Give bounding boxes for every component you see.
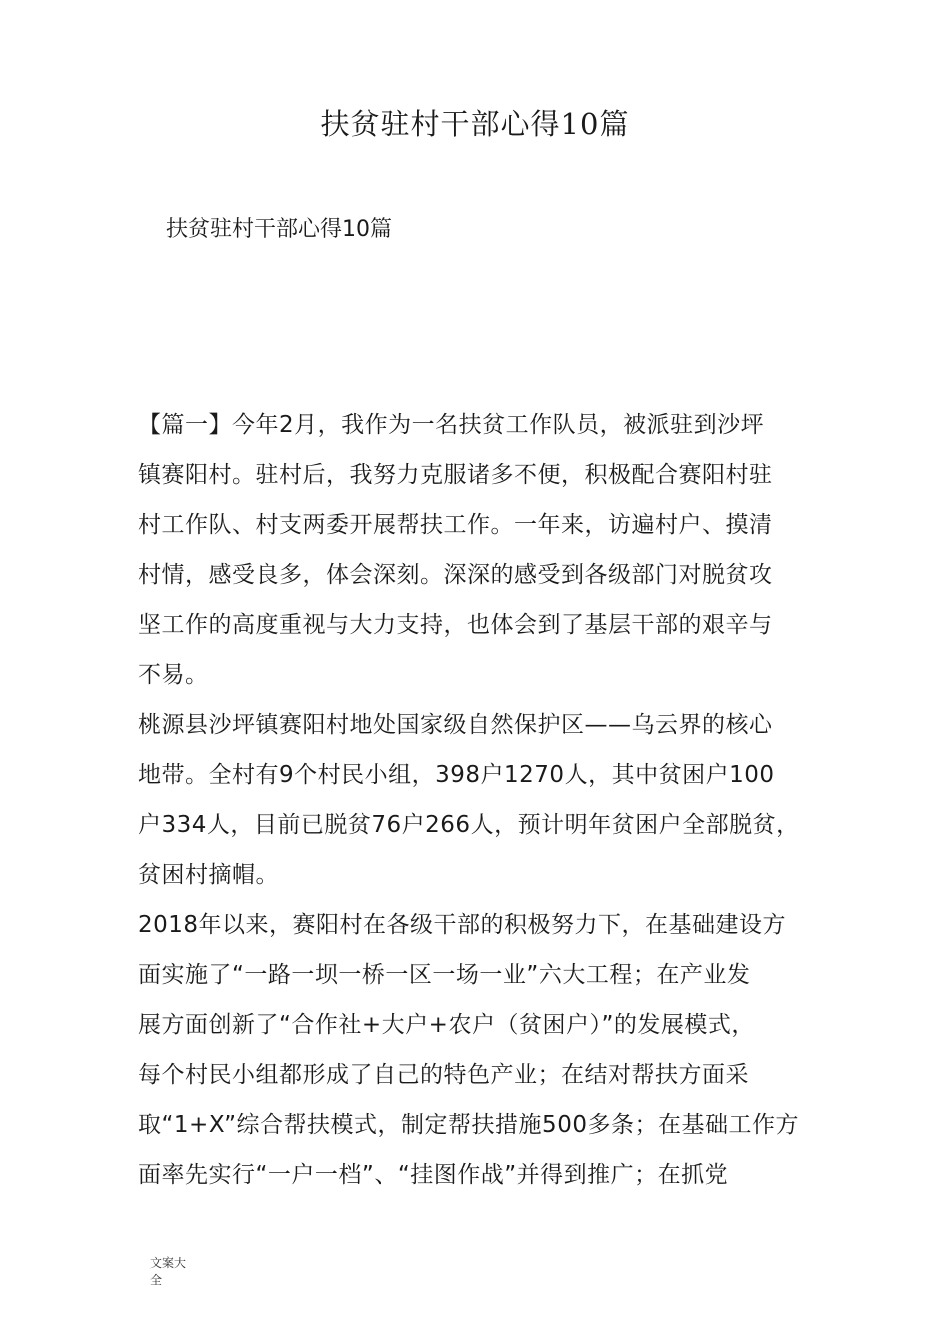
text-line: 户334人，目前已脱贫76户266人，预计明年贫困户全部脱贫， <box>138 812 800 838</box>
text-line: 坚工作的高度重视与大力支持，也体会到了基层干部的艰辛与 <box>138 612 773 638</box>
footer-label: 文案大全 <box>150 1256 187 1287</box>
text-line: 贫困村摘帽。 <box>138 862 279 888</box>
text-line: 桃源县沙坪镇赛阳村地处国家级自然保护区——乌云界的核心 <box>138 712 773 738</box>
text-line: 展方面创新了“合作社+大户+农户（贫困户）”的发展模式， <box>138 1012 755 1038</box>
paragraph-1 <box>138 400 818 700</box>
document-title: 扶贫驻村干部心得10篇 <box>320 107 630 141</box>
text-line: 取“1+X”综合帮扶模式，制定帮扶措施500多条；在基础工作方 <box>138 1112 799 1138</box>
text-line: 面率先实行“一户一档”、“挂图作战”并得到推广；在抓党 <box>138 1162 729 1188</box>
document-subtitle: 扶贫驻村干部心得10篇 <box>166 217 392 242</box>
text-line: 不易。 <box>138 662 209 688</box>
document-body <box>138 400 818 1200</box>
text-line: 村情，感受良多，体会深刻。深深的感受到各级部门对脱贫攻 <box>138 562 773 588</box>
text-line: 村工作队、村支两委开展帮扶工作。一年来，访遍村户、摸清 <box>138 512 773 538</box>
text-line: 地带。全村有9个村民小组，398户1270人，其中贫困户100 <box>138 762 775 788</box>
text-line: 2018年以来，赛阳村在各级干部的积极努力下，在基础建设方 <box>138 912 787 938</box>
text-line: 每个村民小组都形成了自己的特色产业；在结对帮扶方面采 <box>138 1062 749 1088</box>
paragraph-2 <box>138 700 818 900</box>
text-line: 镇赛阳村。驻村后，我努力克服诸多不便，积极配合赛阳村驻 <box>138 462 773 488</box>
paragraph-3 <box>138 900 818 1200</box>
text-line: 【篇一】今年2月，我作为一名扶贫工作队员，被派驻到沙坪 <box>138 412 765 438</box>
text-line: 面实施了“一路一坝一桥一区一场一业”六大工程；在产业发 <box>138 962 751 988</box>
